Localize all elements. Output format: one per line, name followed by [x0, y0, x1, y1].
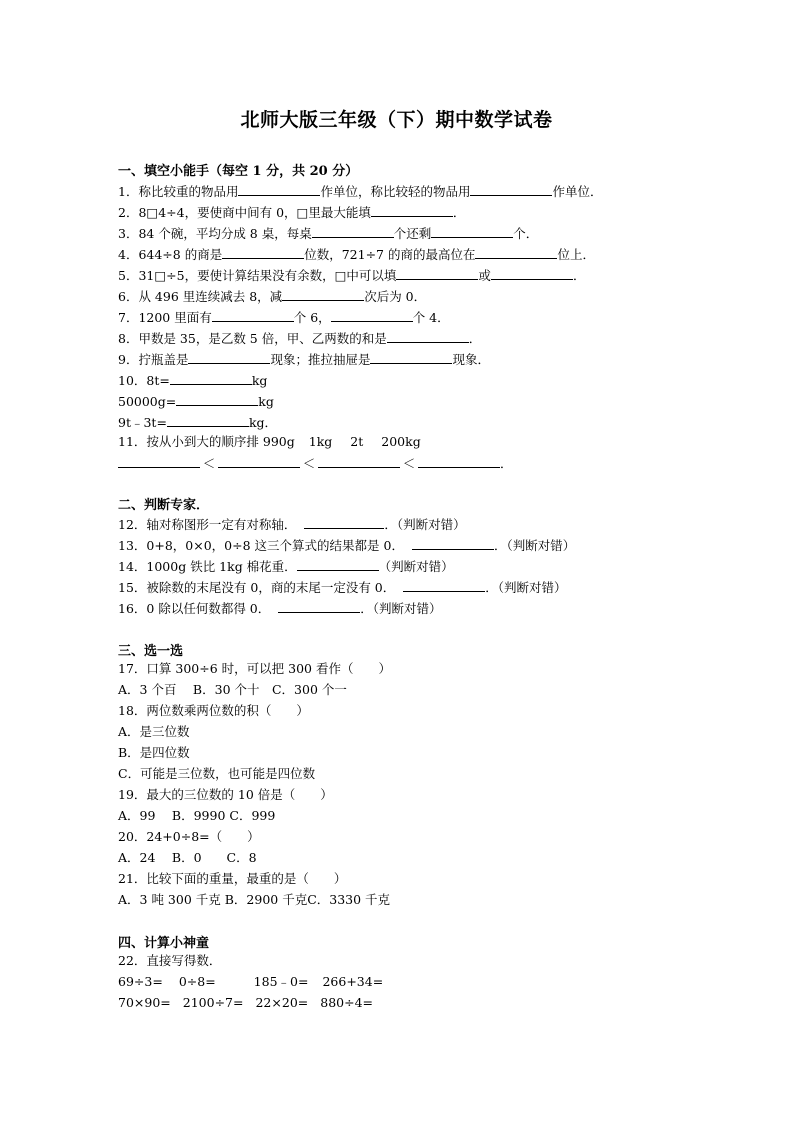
question-18-option-a: A．是三位数: [118, 724, 190, 739]
answer-blank[interactable]: [176, 392, 258, 406]
section-3-heading: 三、选一选: [118, 644, 184, 659]
answer-blank[interactable]: [304, 515, 384, 529]
question-5: 5．31□÷5，要使计算结果没有余数，□中可以填 或 ．: [118, 268, 586, 283]
answer-blank[interactable]: [475, 245, 557, 259]
section-1-heading: 一、填空小能手（每空 1 分，共 20 分）: [118, 164, 359, 179]
calc-item: 266+34=: [322, 974, 384, 989]
calc-item: 880÷4=: [320, 995, 374, 1010]
answer-blank[interactable]: [238, 182, 320, 196]
answer-blank[interactable]: [387, 329, 469, 343]
question-22: 22．直接写得数．: [118, 953, 222, 968]
calc-item: 0÷8=: [178, 974, 216, 989]
question-10-line-3: 9t﹣3t= kg．: [118, 415, 278, 430]
answer-blank[interactable]: [170, 371, 252, 385]
question-21-options: A．3 吨 300 千克 B．2900 千克C．3330 千克: [118, 892, 391, 907]
question-14: 14．1000g 铁比 1kg 棉花重． （判断对错）: [118, 559, 454, 574]
answer-blank[interactable]: [297, 557, 379, 571]
answer-blank[interactable]: [396, 266, 478, 280]
question-3: 3．84 个碗，平均分成 8 桌，每桌 个还剩 个．: [118, 226, 539, 241]
calc-item: 22×20=: [255, 995, 309, 1010]
page-title: 北师大版三年级（下）期中数学试卷: [240, 109, 553, 131]
calc-item: 69÷3=: [118, 974, 163, 989]
question-17-options: A．3 个百 B．30 个十 C．300 个一: [118, 682, 347, 697]
question-21: 21．比较下面的重量，最重的是（ ）: [118, 871, 347, 886]
answer-blank[interactable]: [418, 454, 500, 468]
answer-blank[interactable]: [412, 536, 494, 550]
answer-blank[interactable]: [470, 182, 552, 196]
calc-item: 185﹣0=: [253, 974, 309, 989]
answer-blank[interactable]: [331, 308, 413, 322]
question-20: 20．24+0÷8=（ ）: [118, 829, 260, 844]
question-13: 13．0+8，0×0，0÷8 这三个算式的结果都是 0． ．（判断对错）: [118, 538, 576, 553]
answer-blank[interactable]: [371, 203, 453, 217]
question-18-option-b: B．是四位数: [118, 745, 190, 760]
answer-blank[interactable]: [370, 350, 452, 364]
calc-row-1: [118, 974, 383, 990]
answer-blank[interactable]: [318, 454, 400, 468]
answer-blank[interactable]: [212, 308, 294, 322]
answer-blank[interactable]: [167, 413, 249, 427]
question-1: 1．称比较重的物品用 作单位，称比较轻的物品用 作单位．: [118, 184, 603, 199]
question-11: 11．按从小到大的顺序排 990g 1kg 2t 200kg: [118, 434, 421, 449]
calc-item: 70×90=: [118, 995, 171, 1010]
answer-blank[interactable]: [188, 350, 270, 364]
calc-item: 2100÷7=: [182, 995, 244, 1010]
question-19: 19．最大的三位数的 10 倍是（ ）: [118, 787, 333, 802]
question-18-option-c: C．可能是三位数，也可能是四位数: [118, 766, 316, 781]
question-6: 6．从 496 里连续减去 8，减 次后为 0．: [118, 289, 427, 304]
answer-blank[interactable]: [222, 245, 304, 259]
question-17: 17．口算 300÷6 时，可以把 300 看作（ ）: [118, 661, 391, 676]
question-8: 8．甲数是 35，是乙数 5 倍，甲、乙两数的和是 ．: [118, 331, 482, 346]
question-4: 4．644÷8 的商是 位数，721÷7 的商的最高位在 位上．: [118, 247, 595, 262]
question-7: 7．1200 里面有 个 6， 个 4．: [118, 310, 450, 325]
question-10-line-1: 10．8t= kg: [118, 373, 268, 388]
section-4-heading: 四、计算小神童: [118, 936, 210, 951]
question-15: 15．被除数的末尾没有 0，商的末尾一定没有 0． ．（判断对错）: [118, 580, 567, 595]
answer-blank[interactable]: [282, 287, 364, 301]
question-20-options: A．24 B．0 C．8: [118, 850, 257, 865]
calc-row-2: [118, 995, 373, 1011]
question-12: 12．轴对称图形一定有对称轴． ．（判断对错）: [118, 517, 466, 532]
question-16: 16．0 除以任何数都得 0． ．（判断对错）: [118, 601, 442, 616]
section-2-heading: 二、判断专家．: [118, 498, 210, 513]
question-9: 9．拧瓶盖是 现象；推拉抽屉是 现象．: [118, 352, 490, 367]
answer-blank[interactable]: [491, 266, 573, 280]
question-18: 18．两位数乘两位数的积（ ）: [118, 703, 309, 718]
question-10-line-2: 50000g= kg: [118, 394, 274, 409]
answer-blank[interactable]: [403, 578, 485, 592]
answer-blank[interactable]: [431, 224, 513, 238]
question-19-options: A．99 B．9990 C．999: [118, 808, 276, 823]
answer-blank[interactable]: [278, 599, 360, 613]
answer-blank[interactable]: [312, 224, 394, 238]
answer-blank[interactable]: [118, 454, 200, 468]
question-11-answer-row: ＜ ＜ ＜ ．: [118, 454, 513, 472]
question-2: 2．8□4÷4，要使商中间有 0，□里最大能填 ．: [118, 205, 466, 220]
answer-blank[interactable]: [218, 454, 300, 468]
